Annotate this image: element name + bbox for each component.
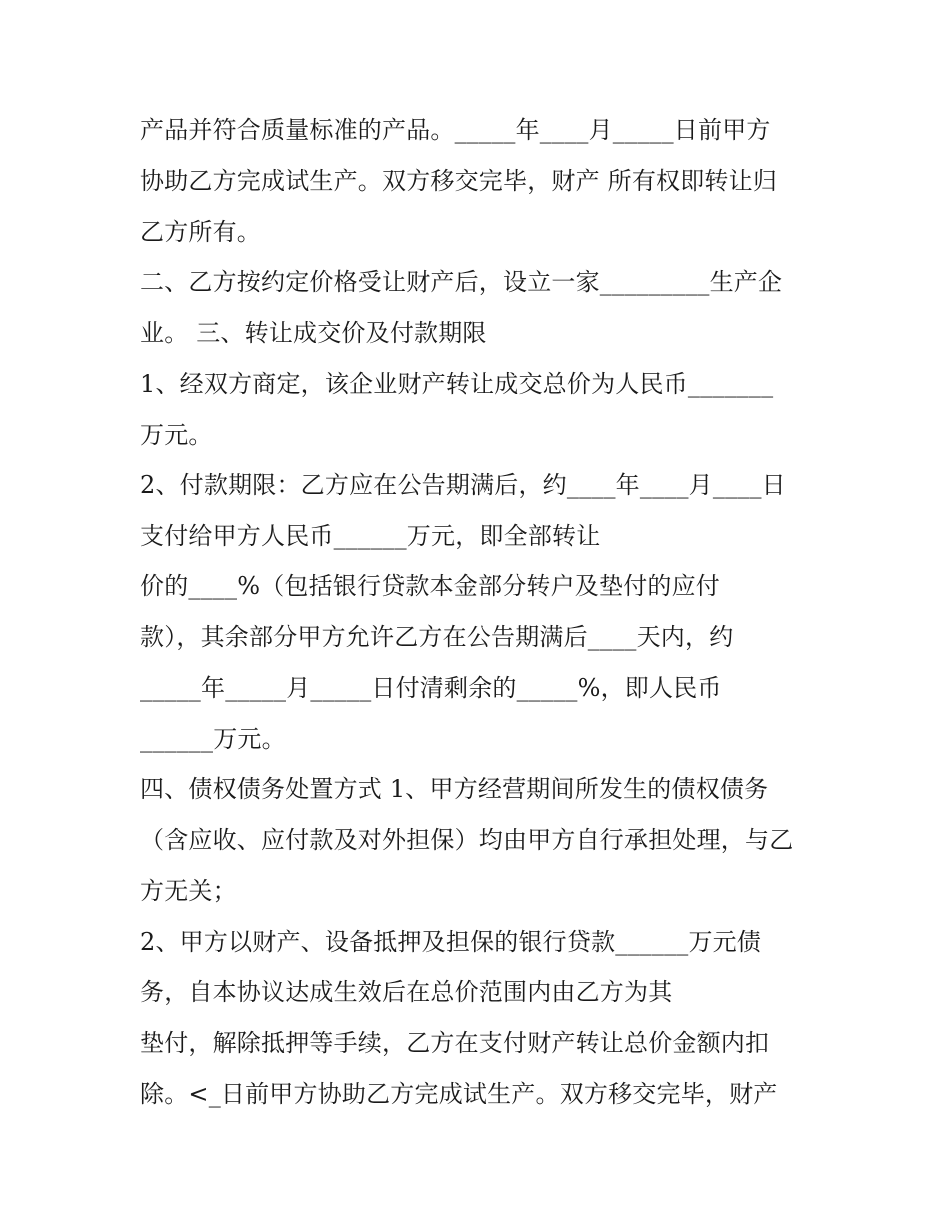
text-line: 二、乙方按约定价格受让财产后，设立一家_________生产企 bbox=[140, 268, 783, 296]
text-line: ______万元。 bbox=[140, 725, 286, 753]
text-line: _____年_____月_____日付清剩余的_____%，即人民币 bbox=[140, 674, 722, 702]
text-line: 2、付款期限：乙方应在公告期满后，约____年____月____日 bbox=[140, 471, 786, 499]
text-line: 垫付，解除抵押等手续，乙方在支付财产转让总价金额内扣 bbox=[140, 1029, 770, 1057]
text-line: 四、债权债务处置方式 1、甲方经营期间所发生的债权债务 bbox=[140, 775, 769, 803]
text-line: 除。<_日前甲方协助乙方完成试生产。双方移交完毕，财产 bbox=[140, 1080, 778, 1108]
text-line: 方无关； bbox=[140, 877, 237, 905]
text-line: 产品并符合质量标准的产品。_____年____月_____日前甲方 bbox=[140, 116, 771, 144]
text-line: 款），其余部分甲方允许乙方在公告期满后____天内，约 bbox=[140, 623, 734, 651]
text-line: 价的____%（包括银行贷款本金部分转户及垫付的应付 bbox=[140, 572, 721, 600]
text-line: 1、经双方商定，该企业财产转让成交总价为人民币_______ bbox=[140, 370, 774, 398]
text-line: 万元。 bbox=[140, 421, 213, 449]
text-line: 2、甲方以财产、设备抵押及担保的银行贷款______万元债 bbox=[140, 928, 762, 956]
text-line: 支付给甲方人民币______万元，即全部转让 bbox=[140, 522, 601, 550]
text-line: 协助乙方完成试生产。双方移交完毕，财产 所有权即转让归 bbox=[140, 167, 778, 195]
text-line: 务，自本协议达成生效后在总价范围内由乙方为其 bbox=[140, 978, 673, 1006]
text-line: 乙方所有。 bbox=[140, 218, 261, 246]
text-line: （含应收、应付款及对外担保）均由甲方自行承担处理，与乙 bbox=[140, 826, 794, 854]
text-line: 业。 三、转让成交价及付款期限 bbox=[140, 319, 487, 347]
